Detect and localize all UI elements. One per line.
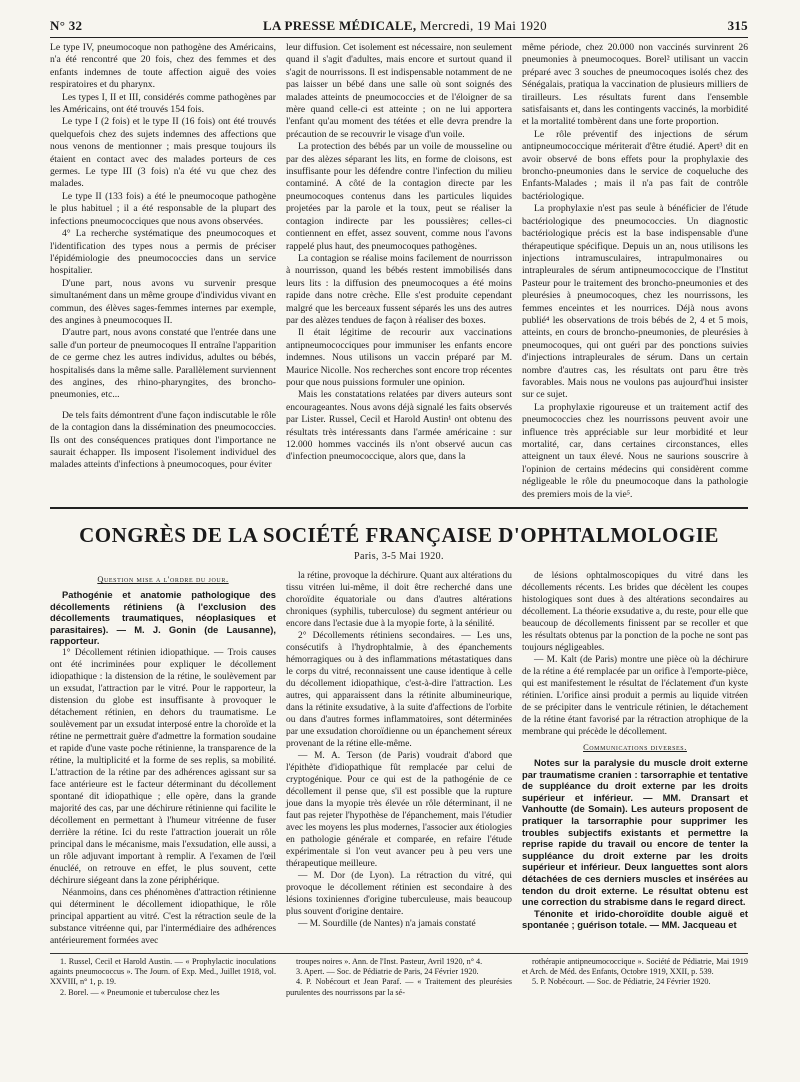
paragraph: La protection des bébés par un voile de mousseline ou par des alèzes séparant les lits, en forme de cloisons, est insuffisante pour les défendre contre l'infection du milieu contaminé. A côté de la contagion directe par les pneumocoques contenus dans les particules liquides projetées par la parole et la toux, peut se réaliser la contagion indirecte par les poussières; celles-ci contiennent en effet, assez souvent, comme nous l'avons rappelé plus haut, des pneumocoques pathogènes. [286,141,512,252]
bottom-column-1 [50,570,276,947]
bottom-column-2 [286,570,512,947]
bottom-column-3 [522,570,748,947]
top-column-1 [50,42,276,501]
article-title: Ténonite et irido-choroïdite double aiguë et spontanée ; guérison totale. — MM. Jacqueau et [522,907,748,931]
paragraph: Le type IV, pneumocoque non pathogène des Américains, n'a été rencontré que 20 fois, chez des femmes et des enfants indemnes de toute affection aiguë des voies respiratoires et du pharynx. [50,42,276,91]
paragraph: La prophylaxie rigoureuse et un traitement actif des pneumococcies chez les nourrissons peuvent avoir une influence très appréciable sur leur morbidité et leur mortalité, car, dans certaines circonstances, elles atteignent un taux élevé. Nous ne saurions souscrire à l'opinion de certains médecins qui considèrent comme négligeable le rôle du pneumocoque dans la pathologie des premiers mois de la vie⁵. [522,401,748,500]
paragraph: La prophylaxie n'est pas seule à bénéficier de l'étude bactériologique des pneumococcies. Un diagnostic bactériologique précis est la base indispensable d'une thérapeutique spécifique. Depuis un an, nous utilisons les injections intramusculaires, intrapulmonaires ou intrapleurales de sérum antipneumococcique de l'Institut Pasteur pour le traitement des broncho-pneumonies et des pleurésies à pneumocoques, chez les nourrissons, les femmes enceintes et les nourrices. Déjà nous avons publié⁴ les observations de trois bébés de 2, 4 et 5 mois, atteints, en cours de broncho-pneumonies, de pleurésies à pneumocoques, qui ont guéri par des ponctions suivies d'injections intrapleurales de sérum. Dans un certain nombre d'autres cas, les résultats ont paru être très favorables. Mais nous ne voulons pas aujourd'hui insister sur ce sujet. [522,203,748,401]
issue-number: N° 32 [50,18,83,33]
paragraph: Mais les constatations relatées par divers auteurs sont encourageantes. Nous avons déjà signalé les faits observés par Lister. Russel, Cecil et Harold Austin¹ ont obtenu des résultats très intéressants dans l'armée américaine : sur 12.000 hommes vaccinés ils n'ont observé aucun cas d'infection pneumococcique, alors que, dans la [286,389,512,463]
paragraph: D'une part, nous avons vu survenir presque simultanément dans un même groupe d'individus vivant en commun, des élèves sages-femmes internes par exemple, des angines à pneumocoques II. [50,277,276,326]
paragraph: la rétine, provoque la déchirure. Quant aux altérations du tissu vitréen lui-même, il doit être recherché dans une choroïdite équatoriale ou dans d'autres altérations chroniques (syphilis, tuberculose) du segment antérieur ou encore dans l'ectasie due à la myopie forte, à la sénilité. [286,571,512,630]
paragraph: — M. A. Terson (de Paris) voudrait d'abord que l'épithète d'idiopathique fût remplacée par celui de cryptogénique. Pour ce qui est de la pathogénie de ce décollement il pense que, s'il est possible que la rupture joue dans la myopie très élevée un rôle déterminant, il ne faut pas rejeter l'hypothèse de l'épanchement, mais l'étudier avec les moyens les plus modernes, l'associer aux étiologies en pathologie générale et comparée, en refaire l'étude expérimentale si l'on veut avancer peu à peu vers une thérapeutique meilleure. [286,751,512,870]
page-header [50,18,748,38]
congress-title: CONGRÈS DE LA SOCIÉTÉ FRANÇAISE D'OPHTALMOLOGIE [79,523,719,548]
footnotes-column-2 [286,957,512,998]
section-heading: Question mise a l'ordre du jour. [97,575,229,585]
footnote: 1. Russel, Cecil et Harold Austin. — « Prophylactic inoculations againts pneumococcus ». The Journ. of Exp. Med., Juillet 1918, vol. XXVIII, n° 1, p. 19. [50,957,276,987]
journal-name: LA PRESSE MÉDICALE, [263,18,417,33]
paragraph: de lésions ophtalmoscopiques du vitré dans les décollements récents. Les brides que décèlent les coupes histologiques sont dues à des altérations secondaires au décollement. La théorie exsudative a, du reste, pour elle que beaucoup de décollements finissent par se recoller et que les résultats obtenus par la ponction de la poche ne sont pas toujours négligeables. [522,571,748,654]
paragraph: Le type I (2 fois) et le type II (16 fois) ont été trouvés quelquefois chez des sujets indemnes des affections que nous venons de mentionner ; mais presque toujours ils étaient en contact avec des malades porteurs de ces germes. Le type III (3 fois) n'a été vu que chez des malades. [50,116,276,190]
section-heading: Communications diverses. [583,743,687,753]
paragraph: 1° Décollement rétinien idiopathique. — Trois causes ont été incriminées pour expliquer le décollement idiopathique : la distension de la rétine, le soulèvement par un exsudat, l'attraction par le vitré. Pour le rapporteur, la distension du globe est insuffisante à provoquer le détachement rétinien, en dehors du traumatisme. Le soulèvement par un exsudat interposé entre la choroïde et la rétine ne permettrait guère d'admettre la formation soudaine et rapide d'une vaste poche rétinienne, la transparence de la rétine, la multiplicité et la forme de ses replis, sa mobilité. L'attraction de la rétine par des adhérences agissant sur sa face antérieure est le facteur déterminant du décollement spontané dit idiopathique ; elle opère, dans la grande majorité des cas, par une déchirure rétinienne qui facilite le décollement en permettant à l'humeur vitréenne de fuser derrière la rétine. Ici du reste l'attraction jouerait un rôle principal dans le mécanisme, mais l'exsudation, elle aussi, a un rôle adjuvant important à remplir. A l'examen de l'œil énucléé, on retrouve en effet, le plus souvent, cette déchirure siégeant dans la zone périphérique. [50,648,276,886]
paragraph: D'autre part, nous avons constaté que l'entrée dans une salle d'un porteur de pneumocoques II entraîne l'apparition de ce germe chez les autres individus, adultes ou bébés, hospitalisés dans la même salle. Parallèlement surviennent des angines, des rhino-pharyngites, des broncho-pneumonies, etc... [50,327,276,401]
footnotes-column-3 [522,957,748,998]
paragraph: Le rôle préventif des injections de sérum antipneumococcique mériterait d'être étudié. Apert³ dit en avoir observé de bons effets pour la prophylaxie des broncho-pneumonies dans le service de coqueluche des Enfants-Malades ; mais il n'a pas fait de contrôle bactériologique. [522,128,748,202]
footnotes-column-1 [50,957,276,998]
article-title: Notes sur la paralysie du muscle droit externe par traumatisme cranien : tarsorraphie et tentative de suppléance du droit externe par les droits supérieur et inférieur. — MM. Dransart et Vanhoutte (de Somain). Les auteurs proposent de pratiquer la tarsorraphie pour supprimer les troubles subjectifs existants et permettre la reprise rapide du travail ou encore de tenter la suppléance du droit externe par les droits supérieur et inférieur. Deux languettes sont alors détachées de ces derniers muscles et insérées au tendon du droit externe. Le résultat obtenu est une correction du strabisme dans le regard direct. [522,757,748,908]
page-number: 315 [727,18,748,33]
article-title: Pathogénie et anatomie pathologique des décollements rétiniens (à l'exclusion des décollements traumatiques, néoplasiques et parasitaires). — M. J. Gonin (de Lausanne), rapporteur. [50,589,276,647]
top-article [50,42,748,501]
paragraph: La contagion se réalise moins facilement de nourrisson à nourrisson, quand les bébés restent immobilisés dans leurs lits : la diffusion des pneumocoques a été moins rapide dans notre crèche. Elle s'est produite cependant malgré que les berceaux fussent séparés les uns des autres par des alèzes tendues de façon à réaliser des boxes. [286,252,512,326]
footnote: rothérapie antipneumococcique ». Société de Pédiatrie, Mai 1919 et Arch. de Méd. des Enfants, Octobre 1919, XXII, p. 539. [522,957,748,977]
paragraph: même période, chez 20.000 non vaccinés survinrent 26 pneumonies à pneumocoques. Borel² utilisant un vaccin préparé avec 3 souches de pneumocoques isolés chez des Sénégalais, pratiqua la vaccination de plusieurs milliers de tirailleurs. Les résultats furent dans l'ensemble satisfaisants et, dans les contingents vaccinés, la morbidité et la mortalité tombèrent dans une forte proportion. [522,42,748,128]
footnote: 2. Borel. — « Pneumonie et tuberculose chez les [60,987,220,997]
footnote: troupes noires ». Ann. de l'Inst. Pasteur, Avril 1920, n° 4. [296,957,483,966]
paragraph: Le type II (133 fois) a été le pneumocoque pathogène le plus habituel ; il a été responsable de la plupart des infections pneumococciques que nous avons observées. [50,190,276,227]
paragraph: 4° La recherche systématique des pneumocoques et l'identification des types nous a permis de préciser l'épidémiologie des pneumococcies dans un service hospitalier. [50,228,276,277]
paragraph: — M. Kalt (de Paris) montre une pièce où la déchirure de la rétine a été remplacée par un orifice à l'emporte-pièce, qui est manifestement le résultat de l'éclatement d'un kyste rétinien. L'orifice ainsi produit a permis au liquide vitréen de se précipiter dans le ventricule rétinien, le détachement de la rétine étant favorisé par la rétraction atrophique de la membrane qui précède le décollement. [522,655,748,738]
congress-subtitle: Paris, 3-5 Mai 1920. [354,551,444,563]
footnote: 5. P. Nobécourt. — Soc. de Pédiatrie, 24 Février 1920. [532,977,711,987]
masthead [263,18,547,34]
paragraph: — M. Sourdille (de Nantes) n'a jamais constaté [298,919,476,930]
issue-date: Mercredi, 19 Mai 1920 [420,18,547,33]
congress-report [50,570,748,947]
paragraph: leur diffusion. Cet isolement est nécessaire, non seulement quand il s'agit d'adultes, mais encore et surtout quand il s'agit de nourrissons. Il est indispensable notamment de ne pas laisser un bébé dans une salle où sont soignés des malades atteints de pneumococcies et de l'éloigner de sa mère quand celle-ci est atteinte ; on ne lui apportera l'enfant qu'au moment des tétées et elle devra prendre la précaution de se recouvrir le visage d'un voile. [286,42,512,140]
paragraph: Il était légitime de recourir aux vaccinations antipneumococciques pour immuniser les enfants encore indemnes. Nous utilisons un vaccin préparé par M. Maurice Nicolle. Nos recherches sont encore trop récentes pour que nous puissions formuler une opinion. [286,327,512,388]
section-divider [50,507,748,509]
paragraph: — M. Dor (de Lyon). La rétraction du vitré, qui provoque le décollement rétinien est secondaire à des lésions toxiniennes d'origine tuberculeuse, mais beaucoup plus souvent d'origine dentaire. [286,871,512,918]
paragraph: De tels faits démontrent d'une façon indiscutable le rôle de la contagion dans la dissémination des pneumococcies. Ils ont des conséquences pratiques dont l'importance ne saurait échapper. Ils imposent l'isolement individuel des malades atteints d'infections à pneumocoques, pour éviter [50,409,276,471]
footnote: 3. Apert. — Soc. de Pédiatrie de Paris, 24 Février 1920. [296,967,479,977]
top-column-3 [522,42,748,501]
footnote: 4. P. Nobécourt et Jean Paraf. — « Traitement des pleurésies purulentes des nourrissons par la sé- [286,977,512,997]
footnotes [50,953,748,998]
top-column-2 [286,42,512,501]
paragraph: Néanmoins, dans ces phénomènes d'attraction rétinienne qui déterminent le décollement idiopathique, le rôle principal appartient au vitré. C'est la rétraction seule de la substance vitréenne qui, par l'intermédiaire des adhérences antérieurement formées avec [50,888,276,946]
paragraph: Les types I, II et III, considérés comme pathogènes par les Américains, ont été trouvés 154 fois. [50,91,276,116]
paragraph: 2° Décollements rétiniens secondaires. — Les uns, consécutifs à l'hydrophtalmie, à des épanchements hémorragiques ou à des inflammations métastatiques dans le corps du vitré, reconnaissent une cause identique à celle du décollement idiopathique, c'est-à-dire l'attraction. Les autres, qui apparaissent dans la rétinite albumineurique, dans la rétinite exsudative, à la suite d'affections de l'orbite ou dans d'autres formes inflammatoires, sont déterminées par une exsudation choroïdienne ou un épanchement séreux provenant de la rétine elle-même. [286,631,512,750]
